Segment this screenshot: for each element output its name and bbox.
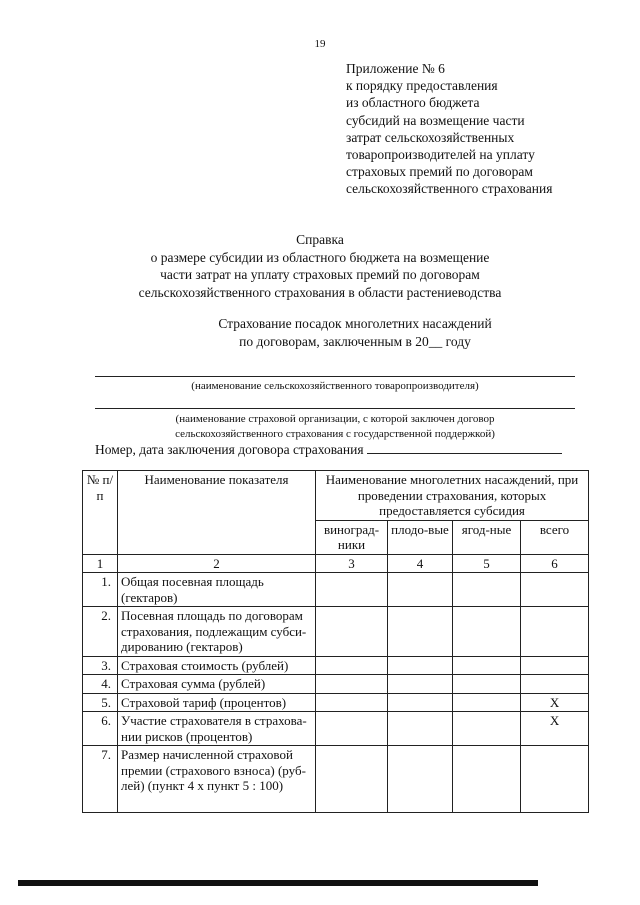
heading-line: о размере субсидии из областного бюджета на возмещение xyxy=(150,249,490,265)
col-number-cell: 5 xyxy=(453,554,521,573)
subheader-fruit: плодо-вые xyxy=(388,520,453,554)
table-row xyxy=(83,693,589,712)
cell-berry[interactable] xyxy=(453,656,521,675)
row-indicator: Участие страхователя в страхова-нии рисков (процентов) xyxy=(118,712,316,746)
document-heading xyxy=(0,231,640,301)
cell-fruit[interactable] xyxy=(388,573,453,607)
cell-total[interactable] xyxy=(521,607,589,657)
row-number: 6. xyxy=(83,712,118,746)
insurer-caption xyxy=(95,412,575,442)
document-subheading xyxy=(0,315,640,350)
header-plantings: Наименование многолетних насаждений, при проведении страхования, которых предоставляется субсидия xyxy=(316,471,589,521)
row-indicator: Посевная площадь по договорам страхования, подлежащим субси-дированию (гектаров) xyxy=(118,607,316,657)
cell-fruit[interactable] xyxy=(388,656,453,675)
header-indicator: Наименование показателя xyxy=(118,471,316,555)
appendix-line: к порядку предоставления xyxy=(346,78,498,94)
contract-input-line[interactable] xyxy=(367,441,562,454)
appendix-line: Приложение № 6 xyxy=(346,61,445,76)
heading-line: сельскохозяйственного страхования в области растениеводства xyxy=(138,284,502,300)
document-title: Справка xyxy=(296,232,344,247)
cell-fruit[interactable] xyxy=(388,693,453,712)
insurer-name-line[interactable] xyxy=(95,408,575,409)
appendix-line: из областного бюджета xyxy=(346,95,480,111)
cell-total[interactable] xyxy=(521,675,589,694)
cell-vineyards[interactable] xyxy=(316,573,388,607)
cell-vineyards[interactable] xyxy=(316,693,388,712)
row-number: 2. xyxy=(83,607,118,657)
cell-fruit[interactable] xyxy=(388,712,453,746)
appendix-block xyxy=(346,60,552,198)
contract-field xyxy=(95,441,562,458)
col-number-cell: 3 xyxy=(316,554,388,573)
row-indicator: Общая посевная площадь (гектаров) xyxy=(118,573,316,607)
row-indicator: Страховой тариф (процентов) xyxy=(118,693,316,712)
contract-label: Номер, дата заключения договора страхования xyxy=(95,442,364,457)
subheader-vineyards: виноград-ники xyxy=(316,520,388,554)
appendix-line: товаропроизводителей на уплату xyxy=(346,147,535,163)
producer-caption: (наименование сельскохозяйственного товаропроизводителя) xyxy=(191,380,479,392)
row-indicator: Размер начисленной страховой премии (страхового взноса) (руб-лей) (пункт 4 х пункт 5 : 100) xyxy=(118,746,316,813)
insurer-caption-line: сельскохозяйственного страхования с государственной поддержкой) xyxy=(175,428,495,440)
insurer-caption-line: (наименование страховой организации, с которой заключен договор xyxy=(175,413,495,425)
row-number: 1. xyxy=(83,573,118,607)
cell-vineyards[interactable] xyxy=(316,746,388,813)
cell-vineyards[interactable] xyxy=(316,675,388,694)
appendix-line: страховых премий по договорам xyxy=(346,164,533,180)
row-number: 4. xyxy=(83,675,118,694)
subsidy-table xyxy=(82,470,589,813)
row-number: 7. xyxy=(83,746,118,813)
cell-berry[interactable] xyxy=(453,607,521,657)
cell-total[interactable] xyxy=(521,656,589,675)
cell-total[interactable] xyxy=(521,746,589,813)
subheading-line: Страхование посадок многолетних насаждений xyxy=(218,316,492,331)
cell-berry[interactable] xyxy=(453,573,521,607)
col-number-cell: 1 xyxy=(83,554,118,573)
row-number: 3. xyxy=(83,656,118,675)
table-row xyxy=(83,656,589,675)
table-row xyxy=(83,746,589,813)
page-number: 19 xyxy=(314,38,326,50)
table-row xyxy=(83,573,589,607)
table-row xyxy=(83,607,589,657)
cell-fruit[interactable] xyxy=(388,746,453,813)
producer-name-line[interactable] xyxy=(95,376,575,377)
appendix-line: субсидий на возмещение части xyxy=(346,112,525,128)
row-number: 5. xyxy=(83,693,118,712)
cell-berry[interactable] xyxy=(453,693,521,712)
subheader-berry: ягод-ные xyxy=(453,520,521,554)
cell-vineyards[interactable] xyxy=(316,607,388,657)
subheader-total: всего xyxy=(521,520,589,554)
subheading-line: по договорам, заключенным в 20__ году xyxy=(239,333,471,349)
table-row xyxy=(83,675,589,694)
table-row xyxy=(83,712,589,746)
cell-vineyards[interactable] xyxy=(316,712,388,746)
cell-fruit[interactable] xyxy=(388,607,453,657)
cell-total[interactable] xyxy=(521,573,589,607)
col-number-cell: 6 xyxy=(521,554,589,573)
header-number: № п/п xyxy=(83,471,118,555)
heading-line: части затрат на уплату страховых премий по договорам xyxy=(160,267,480,282)
cell-total: Х xyxy=(521,693,589,712)
cell-berry[interactable] xyxy=(453,675,521,694)
scan-edge-bar xyxy=(18,880,538,886)
appendix-line: затрат сельскохозяйственных xyxy=(346,129,515,145)
appendix-line: сельскохозяйственного страхования xyxy=(346,181,553,197)
col-number-cell: 4 xyxy=(388,554,453,573)
cell-total: Х xyxy=(521,712,589,746)
cell-berry[interactable] xyxy=(453,712,521,746)
col-number-cell: 2 xyxy=(118,554,316,573)
cell-fruit[interactable] xyxy=(388,675,453,694)
row-indicator: Страховая стоимость (рублей) xyxy=(118,656,316,675)
cell-berry[interactable] xyxy=(453,746,521,813)
cell-vineyards[interactable] xyxy=(316,656,388,675)
row-indicator: Страховая сумма (рублей) xyxy=(118,675,316,694)
